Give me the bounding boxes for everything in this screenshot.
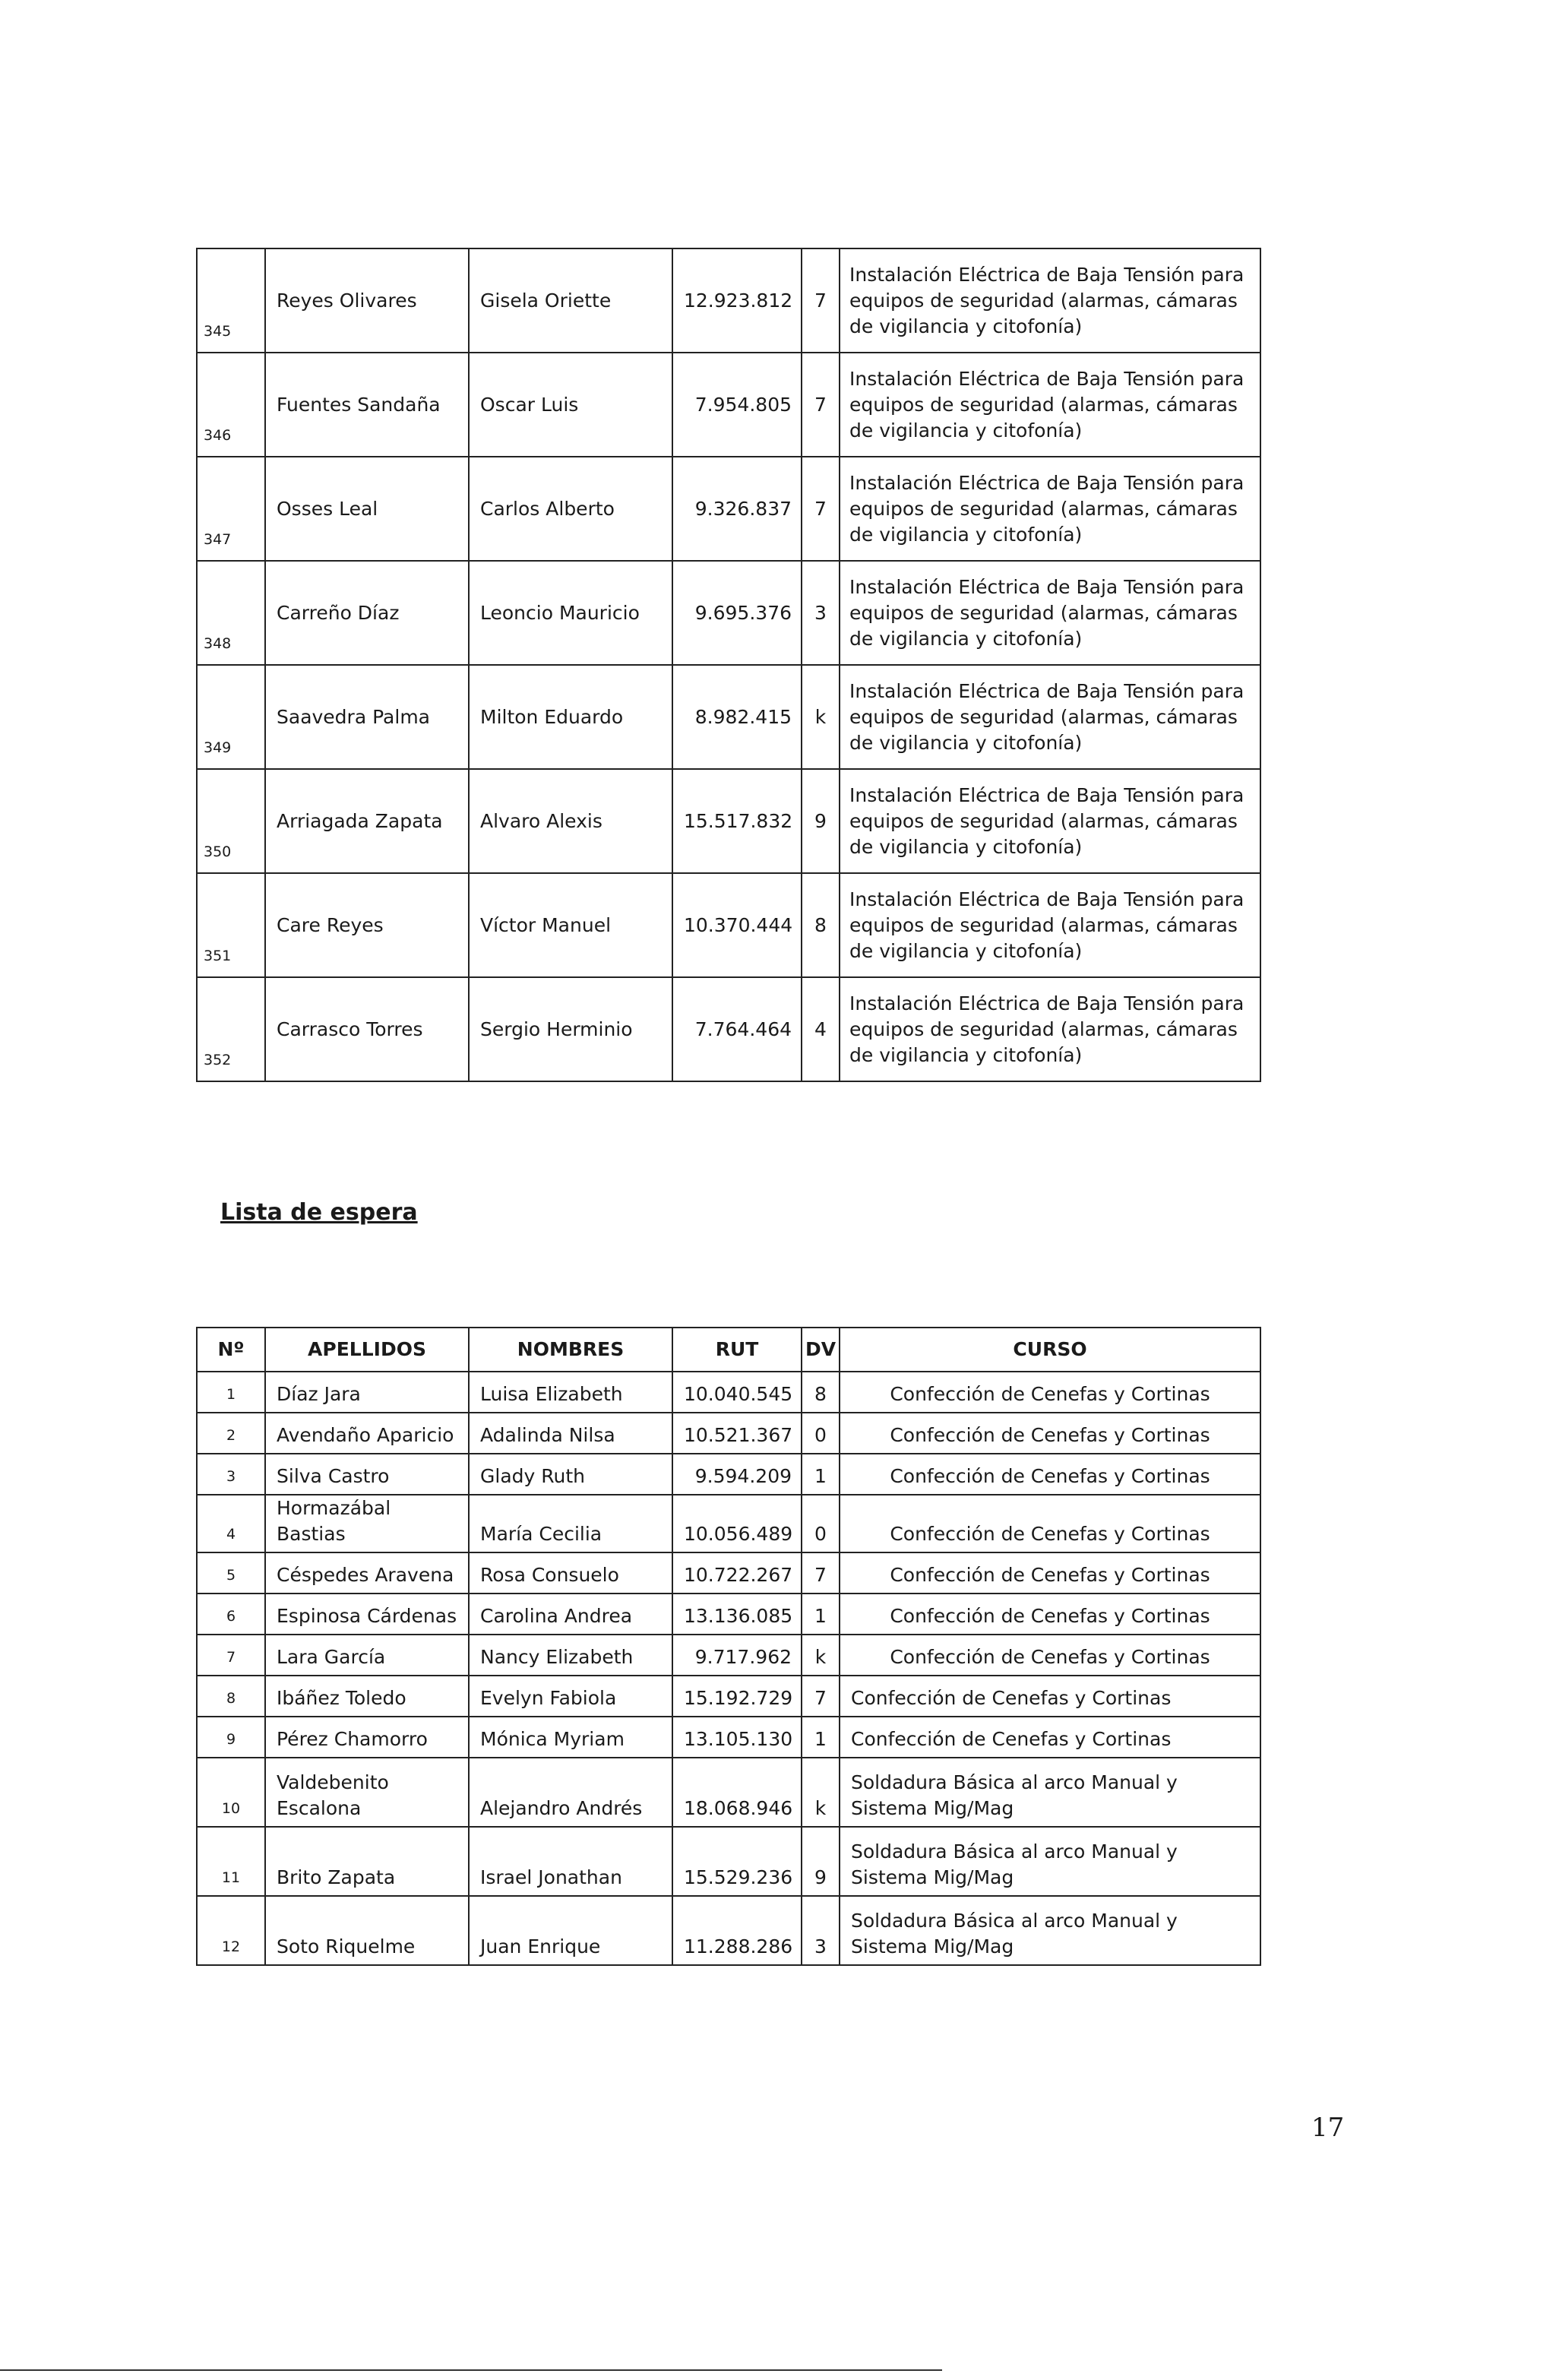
table-row (197, 248, 1260, 353)
waiting-list-title: Lista de espera (220, 1199, 418, 1226)
apellidos-cell: Brito Zapata (265, 1827, 469, 1896)
rut-cell: 9.326.837 (672, 457, 802, 561)
row-number: 8 (197, 1676, 265, 1717)
page-number: 17 (1311, 2113, 1345, 2143)
nombres-cell: Carolina Andrea (469, 1594, 672, 1635)
table-row (197, 1676, 1260, 1717)
row-number: 352 (197, 977, 265, 1081)
curso-cell: Instalación Eléctrica de Baja Tensión para equipos de seguridad (alarmas, cámaras de vigilancia y citofonía) (840, 977, 1260, 1081)
apellidos-cell: Hormazábal Bastias (265, 1495, 469, 1552)
apellidos-cell: Lara García (265, 1635, 469, 1676)
row-number: 7 (197, 1635, 265, 1676)
rut-cell: 13.136.085 (672, 1594, 802, 1635)
table-row (197, 1413, 1260, 1454)
curso-cell: Confección de Cenefas y Cortinas (840, 1676, 1260, 1717)
apellidos-cell: Silva Castro (265, 1454, 469, 1495)
bottom-divider (0, 2369, 942, 2371)
row-number: 351 (197, 873, 265, 977)
dv-cell: 7 (802, 248, 840, 353)
dv-cell: 0 (802, 1413, 840, 1454)
curso-cell: Confección de Cenefas y Cortinas (840, 1594, 1260, 1635)
table-row (197, 977, 1260, 1081)
curso-cell: Instalación Eléctrica de Baja Tensión para equipos de seguridad (alarmas, cámaras de vigilancia y citofonía) (840, 561, 1260, 665)
curso-cell: Instalación Eléctrica de Baja Tensión para equipos de seguridad (alarmas, cámaras de vigilancia y citofonía) (840, 457, 1260, 561)
rut-cell: 15.192.729 (672, 1676, 802, 1717)
dv-cell: 7 (802, 1552, 840, 1594)
nombres-cell: Carlos Alberto (469, 457, 672, 561)
nombres-cell: Nancy Elizabeth (469, 1635, 672, 1676)
table-row (197, 353, 1260, 457)
row-number: 10 (197, 1758, 265, 1827)
header-curso: CURSO (840, 1328, 1260, 1372)
curso-cell: Confección de Cenefas y Cortinas (840, 1552, 1260, 1594)
rut-cell: 10.370.444 (672, 873, 802, 977)
curso-cell: Confección de Cenefas y Cortinas (840, 1495, 1260, 1552)
rut-cell: 11.288.286 (672, 1896, 802, 1965)
nombres-cell: Víctor Manuel (469, 873, 672, 977)
header-rut: RUT (672, 1328, 802, 1372)
table-row (197, 665, 1260, 769)
dv-cell: 1 (802, 1594, 840, 1635)
rut-cell: 18.068.946 (672, 1758, 802, 1827)
apellidos-cell: Valdebenito Escalona (265, 1758, 469, 1827)
curso-cell: Confección de Cenefas y Cortinas (840, 1635, 1260, 1676)
table-row (197, 1454, 1260, 1495)
dv-cell: 1 (802, 1717, 840, 1758)
nombres-cell: Milton Eduardo (469, 665, 672, 769)
curso-cell: Soldadura Básica al arco Manual y Sistema Mig/Mag (840, 1896, 1260, 1965)
row-number: 1 (197, 1372, 265, 1413)
apellidos-cell: Pérez Chamorro (265, 1717, 469, 1758)
dv-cell: 7 (802, 1676, 840, 1717)
nombres-cell: María Cecilia (469, 1495, 672, 1552)
table-row (197, 873, 1260, 977)
dv-cell: 4 (802, 977, 840, 1081)
table-row (197, 1896, 1260, 1965)
nombres-cell: Gisela Oriette (469, 248, 672, 353)
apellidos-cell: Reyes Olivares (265, 248, 469, 353)
curso-cell: Soldadura Básica al arco Manual y Sistema Mig/Mag (840, 1827, 1260, 1896)
apellidos-cell: Céspedes Aravena (265, 1552, 469, 1594)
nombres-cell: Alejandro Andrés (469, 1758, 672, 1827)
apellidos-cell: Arriagada Zapata (265, 769, 469, 873)
dv-cell: k (802, 1635, 840, 1676)
apellidos-cell: Saavedra Palma (265, 665, 469, 769)
apellidos-cell: Osses Leal (265, 457, 469, 561)
dv-cell: 8 (802, 1372, 840, 1413)
apellidos-cell: Ibáñez Toledo (265, 1676, 469, 1717)
nombres-cell: Alvaro Alexis (469, 769, 672, 873)
nombres-cell: Sergio Herminio (469, 977, 672, 1081)
rut-cell: 7.954.805 (672, 353, 802, 457)
rut-cell: 15.517.832 (672, 769, 802, 873)
rut-cell: 9.717.962 (672, 1635, 802, 1676)
table-row (197, 1758, 1260, 1827)
apellidos-cell: Espinosa Cárdenas (265, 1594, 469, 1635)
rut-cell: 10.722.267 (672, 1552, 802, 1594)
curso-cell: Confección de Cenefas y Cortinas (840, 1372, 1260, 1413)
table-row (197, 1827, 1260, 1896)
table-row (197, 1552, 1260, 1594)
dv-cell: 7 (802, 353, 840, 457)
table-row (197, 1372, 1260, 1413)
dv-cell: 9 (802, 1827, 840, 1896)
curso-cell: Confección de Cenefas y Cortinas (840, 1413, 1260, 1454)
rut-cell: 10.040.545 (672, 1372, 802, 1413)
apellidos-cell: Carrasco Torres (265, 977, 469, 1081)
table-row (197, 1717, 1260, 1758)
curso-cell: Instalación Eléctrica de Baja Tensión para equipos de seguridad (alarmas, cámaras de vigilancia y citofonía) (840, 873, 1260, 977)
header-nombres: NOMBRES (469, 1328, 672, 1372)
apellidos-cell: Avendaño Aparicio (265, 1413, 469, 1454)
dv-cell: 9 (802, 769, 840, 873)
curso-cell: Instalación Eléctrica de Baja Tensión para equipos de seguridad (alarmas, cámaras de vigilancia y citofonía) (840, 248, 1260, 353)
dv-cell: k (802, 665, 840, 769)
apellidos-cell: Fuentes Sandaña (265, 353, 469, 457)
table-row (197, 1594, 1260, 1635)
rut-cell: 10.056.489 (672, 1495, 802, 1552)
row-number: 350 (197, 769, 265, 873)
curso-cell: Confección de Cenefas y Cortinas (840, 1454, 1260, 1495)
nombres-cell: Rosa Consuelo (469, 1552, 672, 1594)
nombres-cell: Juan Enrique (469, 1896, 672, 1965)
rut-cell: 7.764.464 (672, 977, 802, 1081)
rut-cell: 9.695.376 (672, 561, 802, 665)
curso-cell: Instalación Eléctrica de Baja Tensión para equipos de seguridad (alarmas, cámaras de vigilancia y citofonía) (840, 665, 1260, 769)
apellidos-cell: Soto Riquelme (265, 1896, 469, 1965)
rut-cell: 13.105.130 (672, 1717, 802, 1758)
dv-cell: 0 (802, 1495, 840, 1552)
apellidos-cell: Care Reyes (265, 873, 469, 977)
dv-cell: 7 (802, 457, 840, 561)
row-number: 345 (197, 248, 265, 353)
nombres-cell: Evelyn Fabiola (469, 1676, 672, 1717)
row-number: 11 (197, 1827, 265, 1896)
dv-cell: 3 (802, 561, 840, 665)
dv-cell: 8 (802, 873, 840, 977)
row-number: 6 (197, 1594, 265, 1635)
table-row (197, 769, 1260, 873)
row-number: 347 (197, 457, 265, 561)
curso-cell: Soldadura Básica al arco Manual y Sistema Mig/Mag (840, 1758, 1260, 1827)
row-number: 12 (197, 1896, 265, 1965)
dv-cell: 3 (802, 1896, 840, 1965)
row-number: 349 (197, 665, 265, 769)
table-header-row (197, 1328, 1260, 1372)
waiting-list-table (196, 1327, 1261, 1966)
nombres-cell: Israel Jonathan (469, 1827, 672, 1896)
header-dv: DV (802, 1328, 840, 1372)
table-row (197, 1635, 1260, 1676)
curso-cell: Instalación Eléctrica de Baja Tensión para equipos de seguridad (alarmas, cámaras de vigilancia y citofonía) (840, 769, 1260, 873)
enrollment-table (196, 248, 1261, 1082)
rut-cell: 15.529.236 (672, 1827, 802, 1896)
row-number: 2 (197, 1413, 265, 1454)
row-number: 4 (197, 1495, 265, 1552)
apellidos-cell: Carreño Díaz (265, 561, 469, 665)
curso-cell: Confección de Cenefas y Cortinas (840, 1717, 1260, 1758)
table-row (197, 457, 1260, 561)
apellidos-cell: Díaz Jara (265, 1372, 469, 1413)
nombres-cell: Mónica Myriam (469, 1717, 672, 1758)
header-apellidos: APELLIDOS (265, 1328, 469, 1372)
header-num: Nº (197, 1328, 265, 1372)
nombres-cell: Oscar Luis (469, 353, 672, 457)
nombres-cell: Leoncio Mauricio (469, 561, 672, 665)
dv-cell: 1 (802, 1454, 840, 1495)
rut-cell: 8.982.415 (672, 665, 802, 769)
table-row (197, 561, 1260, 665)
row-number: 9 (197, 1717, 265, 1758)
rut-cell: 12.923.812 (672, 248, 802, 353)
nombres-cell: Adalinda Nilsa (469, 1413, 672, 1454)
table-row (197, 1495, 1260, 1552)
nombres-cell: Luisa Elizabeth (469, 1372, 672, 1413)
row-number: 346 (197, 353, 265, 457)
curso-cell: Instalación Eléctrica de Baja Tensión para equipos de seguridad (alarmas, cámaras de vigilancia y citofonía) (840, 353, 1260, 457)
rut-cell: 9.594.209 (672, 1454, 802, 1495)
dv-cell: k (802, 1758, 840, 1827)
nombres-cell: Glady Ruth (469, 1454, 672, 1495)
row-number: 5 (197, 1552, 265, 1594)
row-number: 3 (197, 1454, 265, 1495)
rut-cell: 10.521.367 (672, 1413, 802, 1454)
row-number: 348 (197, 561, 265, 665)
